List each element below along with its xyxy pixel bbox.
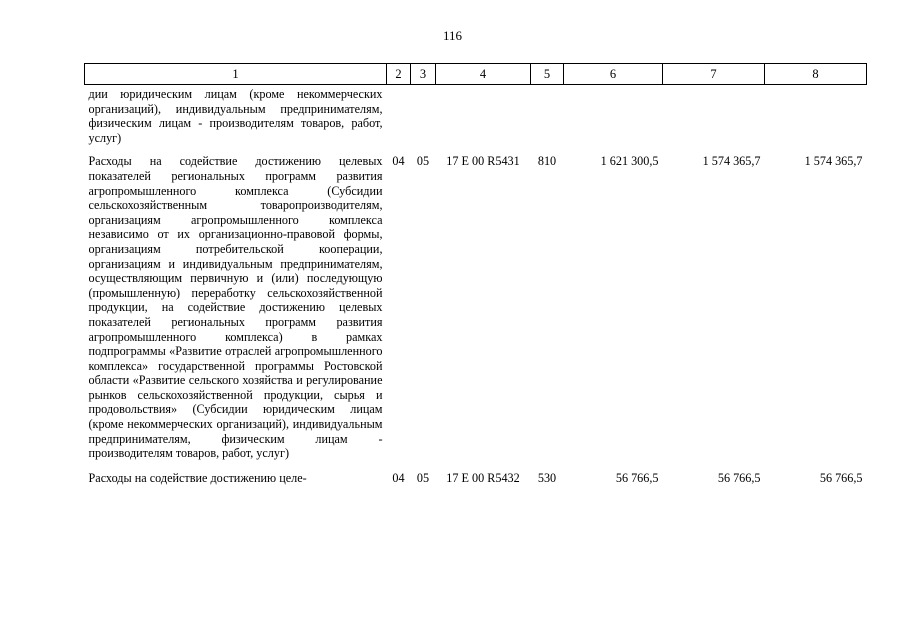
row-description: Расходы на содействие достижению целе- bbox=[88, 470, 307, 485]
amount-col-7 bbox=[663, 85, 765, 155]
column-header-5: 5 bbox=[531, 64, 564, 85]
subsection-code: 05 bbox=[416, 154, 430, 169]
table-row bbox=[85, 471, 867, 486]
column-header-4: 4 bbox=[436, 64, 531, 85]
subsection-code bbox=[411, 85, 436, 155]
target-article-code bbox=[436, 85, 531, 155]
amount-col-8: 1 574 365,7 bbox=[804, 154, 863, 169]
amount-col-6: 56 766,5 bbox=[615, 470, 659, 485]
expense-type-code: 530 bbox=[537, 470, 557, 485]
section-code bbox=[387, 85, 411, 155]
column-header-2: 2 bbox=[387, 64, 411, 85]
expense-type-code bbox=[531, 85, 564, 155]
amount-col-7: 56 766,5 bbox=[717, 470, 761, 485]
column-header-1: 1 bbox=[85, 64, 387, 85]
amount-col-6 bbox=[564, 85, 663, 155]
table-row bbox=[85, 85, 867, 155]
expense-type-code: 810 bbox=[537, 154, 557, 169]
column-header-6: 6 bbox=[564, 64, 663, 85]
amount-col-8: 56 766,5 bbox=[819, 470, 863, 485]
amount-col-7: 1 574 365,7 bbox=[702, 154, 761, 169]
column-header-8: 8 bbox=[765, 64, 867, 85]
budget-table bbox=[84, 63, 867, 485]
row-description: дии юридическим лицам (кроме некоммерческих организаций), индивидуальным предпринимателям, физическим лицам - производителям товаров, работ, услуг) bbox=[88, 87, 383, 145]
table-header-row bbox=[85, 64, 867, 85]
section-code: 04 bbox=[392, 470, 405, 485]
row-description: Расходы на содействие достижению целевых показателей региональных программ развития агропромышленного комплекса (Субсидии сельскохозяйственным товаропроизводителям, организациям агропромышленного комплекса независимо от их организационно-правовой формы, организациям потребительской кооперации, организациям и индивидуальным предпринимателям, осуществляющим первичную и (или) последующую (промышленную) переработку сельскохозяйственной продукции, на содействие достижению целевых показателей региональных программ развития агропромышленного комплекса) в рамках подпрограммы «Развитие отраслей агропромышленного комплекса» государственной программы Ростовской области «Развитие сельского хозяйства и регулирование рынков сельскохозяйственной продукции, сырья и продовольствия» (Субсидии юридическим лицам (кроме некоммерческих организаций), индивидуальным предпринимателям, физическим лицам - производителям товаров, работ, услуг) bbox=[88, 154, 383, 461]
table-row bbox=[85, 154, 867, 470]
subsection-code: 05 bbox=[416, 470, 430, 485]
column-header-3: 3 bbox=[411, 64, 436, 85]
amount-col-6: 1 621 300,5 bbox=[600, 154, 659, 169]
column-header-7: 7 bbox=[663, 64, 765, 85]
amount-col-8 bbox=[765, 85, 867, 155]
target-article-code: 17 Е 00 R5431 bbox=[446, 154, 520, 169]
section-code: 04 bbox=[392, 154, 405, 169]
page-number: 116 bbox=[442, 28, 463, 43]
target-article-code: 17 Е 00 R5432 bbox=[446, 470, 520, 485]
